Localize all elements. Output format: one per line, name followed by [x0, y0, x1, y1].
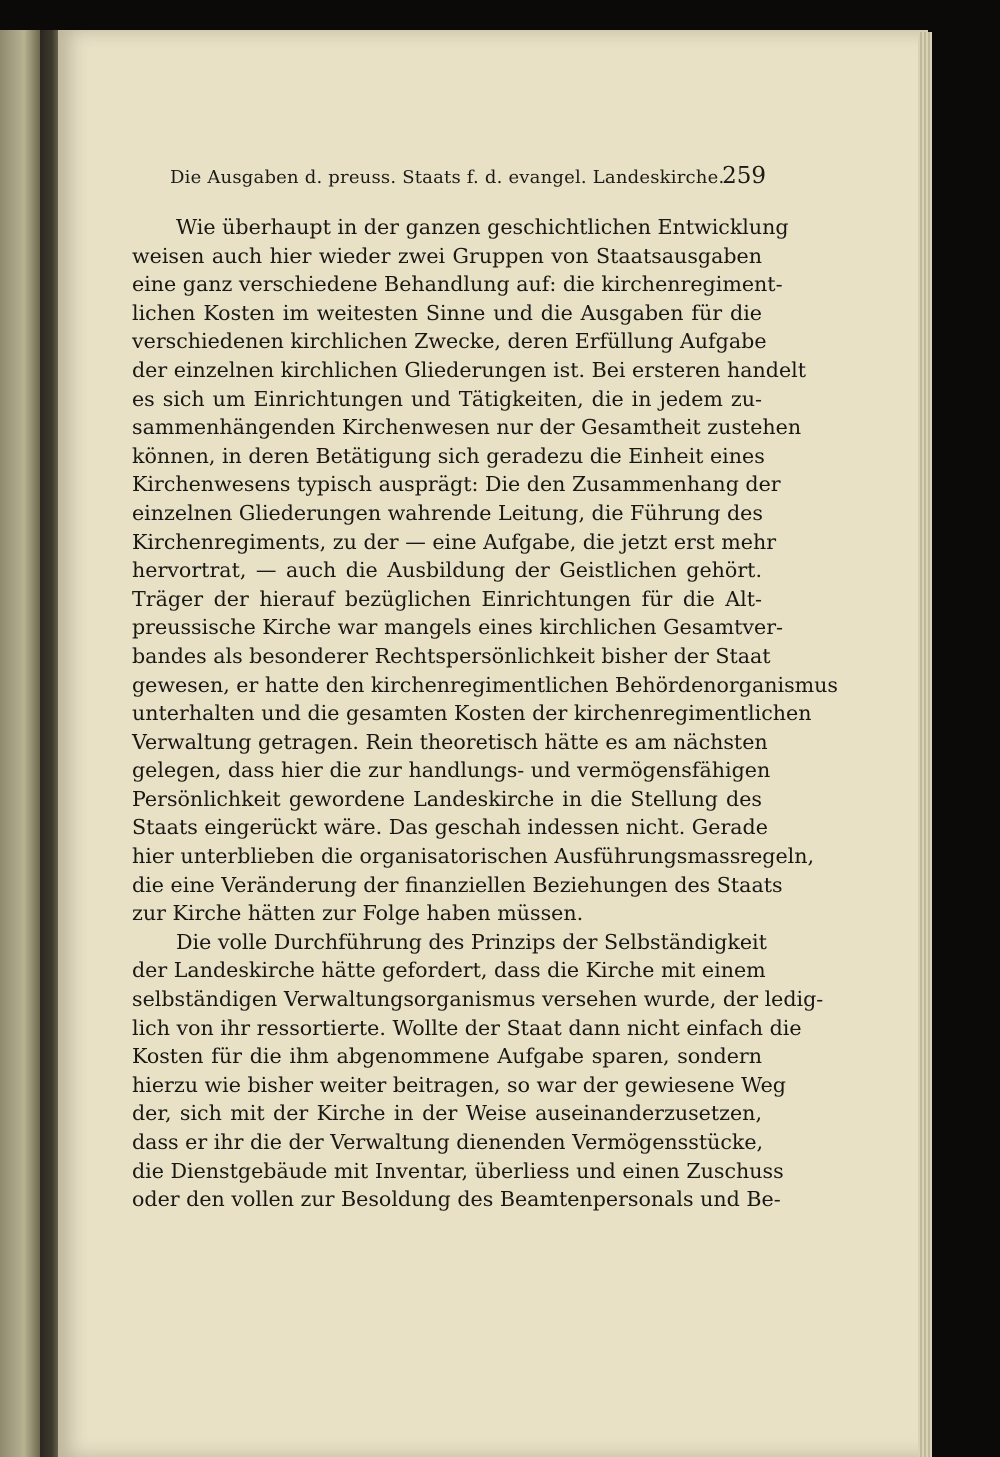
text-line: zur Kirche hätten zur Folge haben müssen.	[132, 901, 584, 926]
page-number: 259	[722, 163, 766, 189]
text-line: weisen auch hier wieder zwei Gruppen von Staatsausgaben	[132, 243, 762, 268]
text-line: sammenhängenden Kirchenwesen nur der Gesamtheit zustehen	[132, 415, 802, 440]
text-line: Kirchenregiments, zu der — eine Aufgabe, die jetzt erst mehr	[132, 529, 777, 554]
running-head-title: Die Ausgaben d. preuss. Staats f. d. evangel. Landeskirche.	[170, 167, 725, 188]
text-line: es sich um Einrichtungen und Tätigkeiten, die in jedem zu-	[132, 386, 762, 411]
text-line: Träger der hierauf bezüglichen Einrichtungen für die Alt-	[132, 586, 762, 611]
paragraph-2	[132, 928, 824, 1214]
text-line: Wie überhaupt in der ganzen geschichtlichen Entwicklung	[176, 215, 789, 239]
text-line: Staats eingerückt wäre. Das geschah indessen nicht. Gerade	[132, 815, 768, 840]
text-line: Verwaltung getragen. Rein theoretisch hätte es am nächsten	[132, 729, 768, 754]
scan-background-right	[932, 0, 1000, 1457]
text-line: lich von ihr ressortierte. Wollte der Staat dann nicht einfach die	[132, 1015, 802, 1040]
text-line: Kirchenwesens typisch ausprägt: Die den Zusammenhang der	[132, 472, 781, 497]
text-line: Persönlichkeit gewordene Landeskirche in die Stellung des	[132, 786, 762, 811]
text-line: bandes als besonderer Rechtspersönlichkeit bisher der Staat	[132, 643, 771, 668]
text-line: dass er ihr die der Verwaltung dienenden Vermögensstücke,	[132, 1130, 764, 1154]
text-line: die Dienstgebäude mit Inventar, überliess und einen Zuschuss	[132, 1158, 784, 1183]
left-page-edge	[0, 30, 40, 1457]
text-line: der einzelnen kirchlichen Gliederungen ist. Bei ersteren handelt	[132, 357, 807, 382]
text-line: der, sich mit der Kirche in der Weise auseinanderzusetzen,	[132, 1101, 762, 1126]
text-line: Die volle Durchführung des Prinzips der Selbständigkeit	[176, 929, 767, 954]
book-gutter	[40, 30, 60, 1457]
text-line: einzelnen Gliederungen wahrende Leitung, die Führung des	[132, 500, 763, 525]
page-stack-edge	[918, 32, 932, 1457]
text-line: können, in deren Betätigung sich geradezu die Einheit eines	[132, 443, 765, 468]
running-head	[170, 163, 770, 193]
text-line: lichen Kosten im weitesten Sinne und die Ausgaben für die	[132, 300, 762, 325]
text-line: der Landeskirche hätte gefordert, dass die Kirche mit einem	[132, 958, 766, 983]
text-line: gelegen, dass hier die zur handlungs- und vermögensfähigen	[132, 758, 771, 783]
body-text	[132, 213, 838, 1214]
text-line: hier unterblieben die organisatorischen Ausführungsmassregeln,	[132, 844, 815, 869]
text-line: preussische Kirche war mangels eines kirchlichen Gesamtver-	[132, 615, 784, 640]
text-line: verschiedenen kirchlichen Zwecke, deren Erfüllung Aufgabe	[132, 329, 767, 354]
text-line: Kosten für die ihm abgenommene Aufgabe sparen, sondern	[132, 1044, 762, 1069]
paragraph-1	[132, 213, 838, 928]
text-line: hierzu wie bisher weiter beitragen, so war der gewiesene Weg	[132, 1072, 786, 1097]
scan-background-top	[0, 0, 1000, 30]
text-line: selbständigen Verwaltungsorganismus versehen wurde, der ledig-	[132, 987, 824, 1012]
text-line: gewesen, er hatte den kirchenregimentlichen Behördenorganismus	[132, 672, 838, 697]
text-line: die eine Veränderung der finanziellen Beziehungen des Staats	[132, 872, 783, 897]
text-line: unterhalten und die gesamten Kosten der kirchenregimentlichen	[132, 701, 812, 726]
text-line: hervortrat, — auch die Ausbildung der Geistlichen gehört.	[132, 558, 762, 583]
text-line: oder den vollen zur Besoldung des Beamtenpersonals und Be-	[132, 1187, 781, 1212]
text-line: eine ganz verschiedene Behandlung auf: die kirchenregiment-	[132, 272, 783, 297]
